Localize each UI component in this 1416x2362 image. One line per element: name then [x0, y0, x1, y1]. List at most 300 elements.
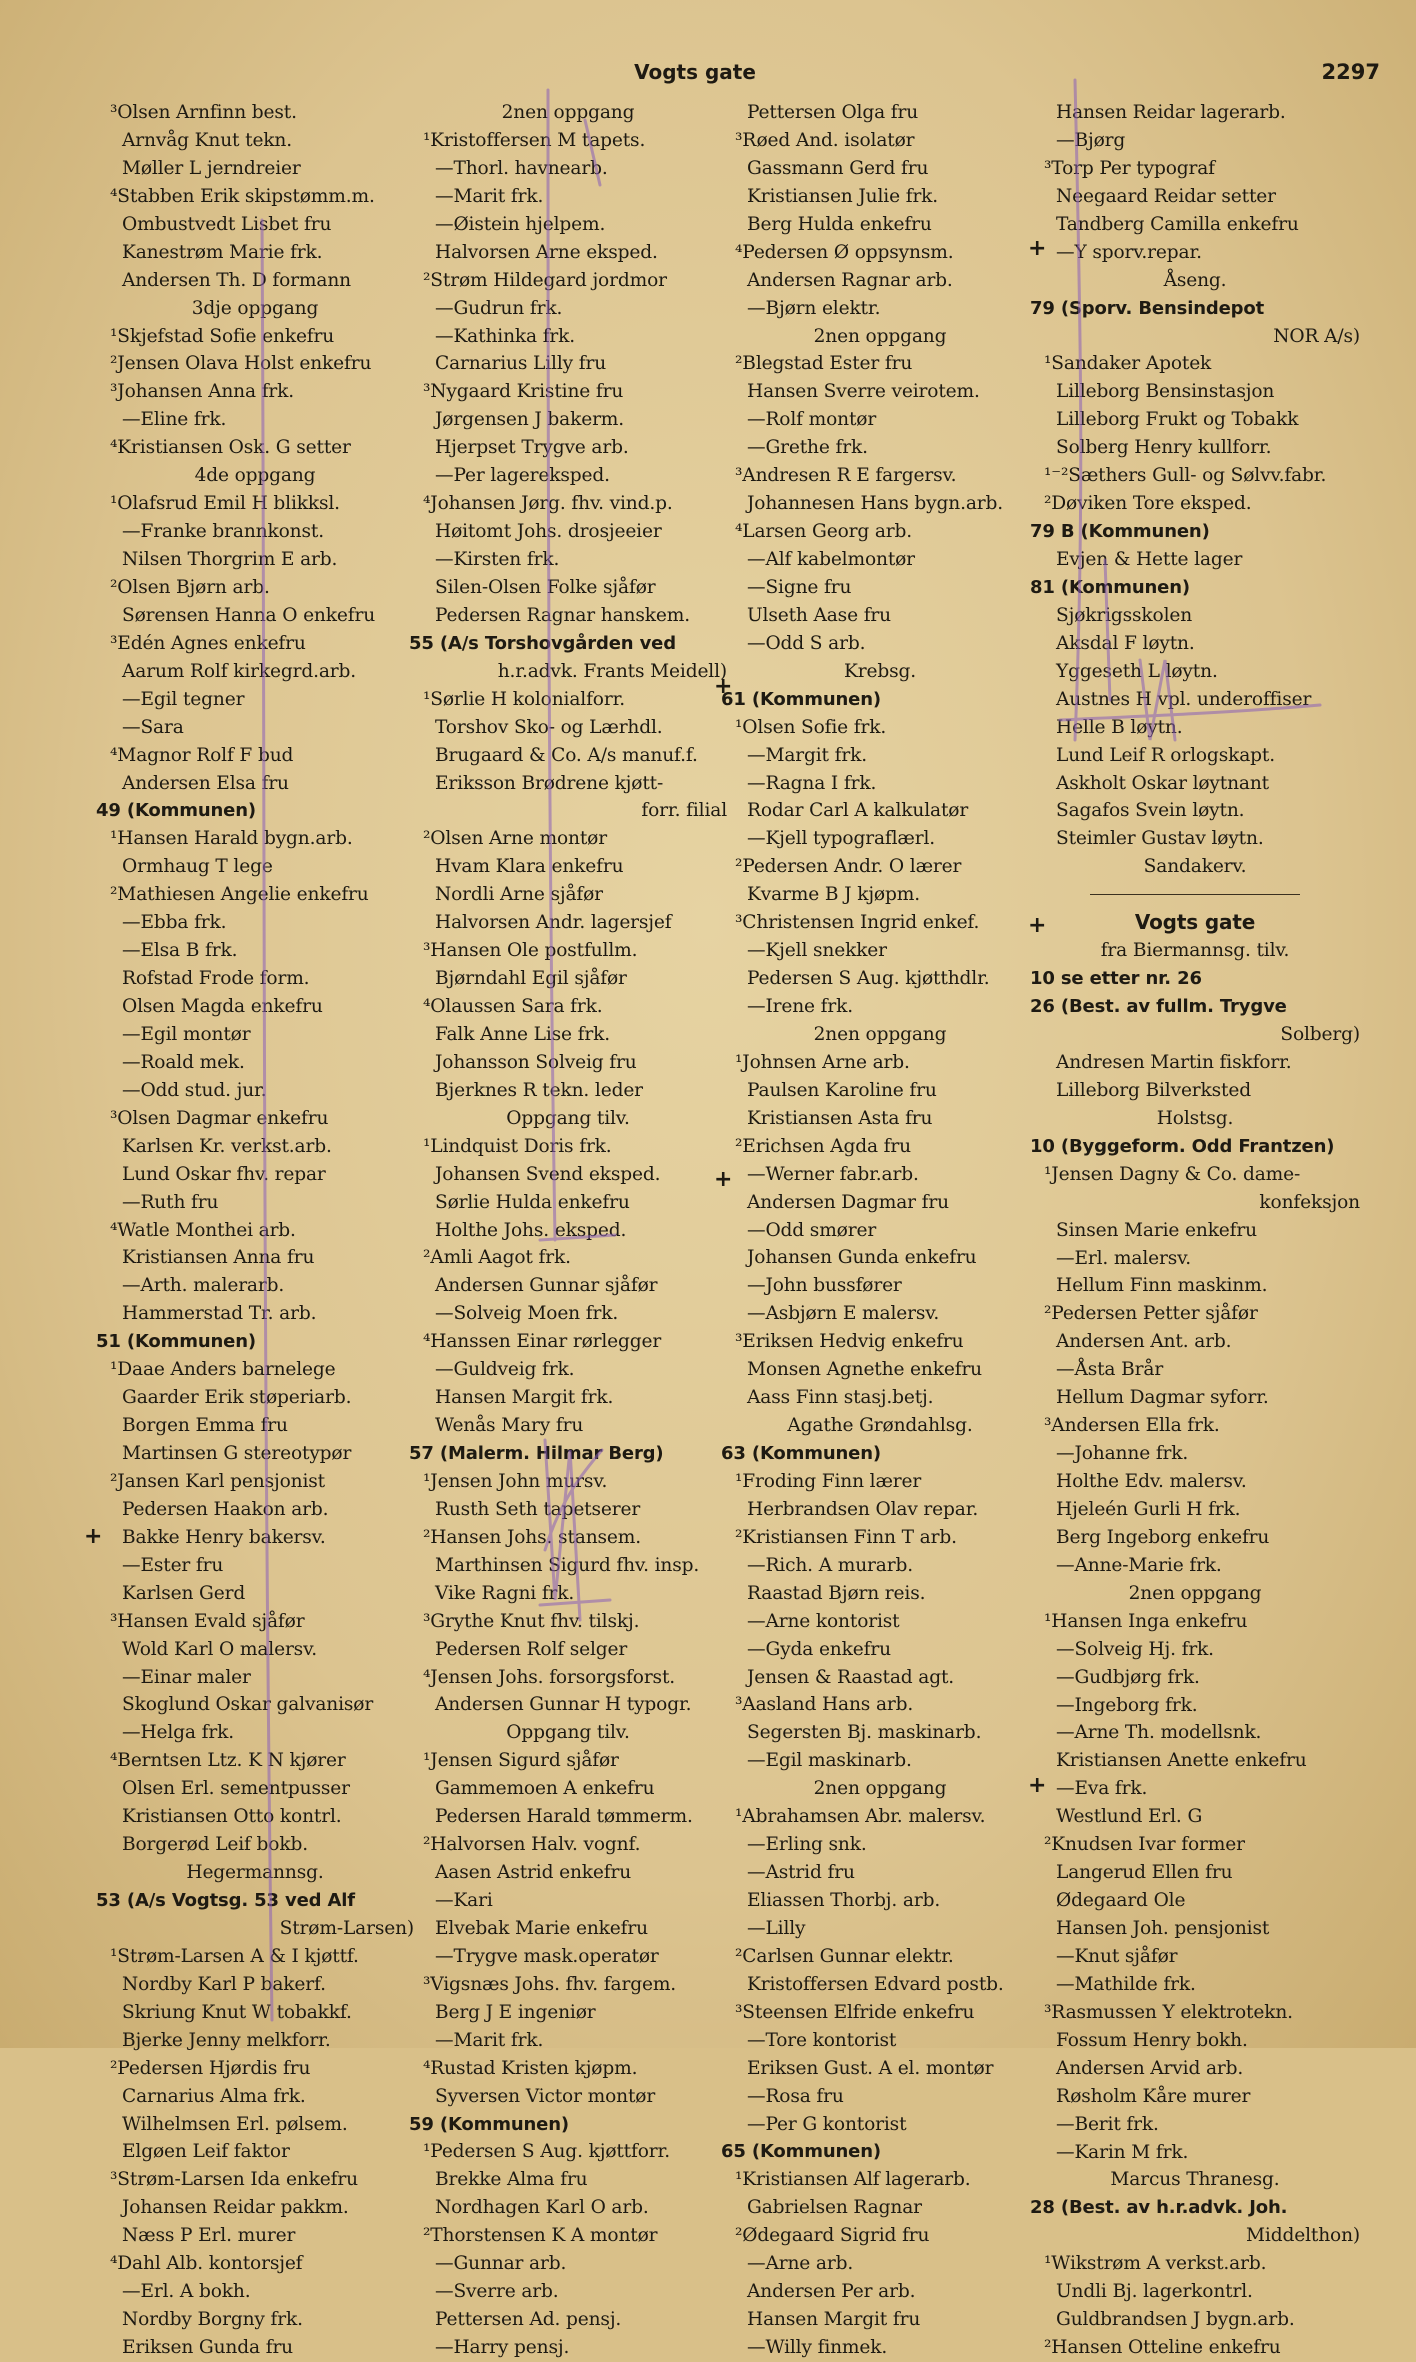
- resident-entry: Gammemoen A enkefru: [435, 1778, 655, 1800]
- resident-entry: ²Jensen Olava Holst enkefru: [110, 353, 372, 375]
- resident-entry: —Elsa B frk.: [122, 940, 238, 962]
- resident-entry: ⁴Larsen Georg arb.: [735, 521, 913, 543]
- resident-entry: —Gyda enkefru: [747, 1638, 891, 1660]
- resident-entry: ²Carlsen Gunnar elektr.: [735, 1945, 954, 1967]
- resident-entry: Johansen Gunda enkefru: [747, 1247, 977, 1269]
- resident-entry: ²Amli Aagot frk.: [423, 1247, 571, 1269]
- resident-entry: ¹Kristiansen Alf lagerarb.: [735, 2169, 971, 2191]
- resident-entry: ¹⁻²Sæthers Gull- og Sølvv.fabr.: [1044, 465, 1327, 487]
- resident-entry: Holthe Johs. eksped.: [435, 1219, 627, 1241]
- resident-entry: Nordby Borgny frk.: [122, 2309, 303, 2331]
- resident-entry: Johansen Svend eksped.: [435, 1163, 661, 1185]
- resident-entry: ³Andresen R E fargersv.: [735, 465, 957, 487]
- resident-entry: ²Døviken Tore eksped.: [1044, 493, 1252, 515]
- resident-entry: Skriung Knut W tobakkf.: [122, 2001, 352, 2023]
- resident-entry: Aarum Rolf kirkegrd.arb.: [122, 660, 357, 682]
- resident-entry: Pedersen S Aug. kjøtthdlr.: [747, 968, 990, 990]
- cross-street-marker: +: [1028, 1773, 1047, 1798]
- resident-entry: Nordli Arne sjåfør: [435, 884, 603, 906]
- resident-entry: —Margit frk.: [747, 744, 867, 766]
- resident-entry: ³Eriksen Hedvig enkefru: [735, 1331, 964, 1353]
- building-number-entry: 65 (Kommunen): [721, 2141, 881, 2163]
- resident-entry: Hansen Joh. pensjonist: [1056, 1918, 1270, 1939]
- resident-entry: ³Edén Agnes enkefru: [110, 632, 306, 654]
- resident-entry: —Odd S arb.: [747, 632, 866, 654]
- resident-entry: Langerud Ellen fru: [1056, 1862, 1233, 1884]
- building-number-entry: 61 (Kommunen): [721, 688, 881, 710]
- resident-entry: ¹Olafsrud Emil H blikksl.: [110, 493, 340, 515]
- entry-continuation: konfeksjon: [1259, 1191, 1360, 1213]
- cross-street-marker: +: [714, 674, 733, 699]
- resident-entry: —Arne arb.: [747, 2253, 854, 2275]
- resident-entry: —Kari: [435, 1890, 493, 1911]
- resident-entry: —Irene frk.: [747, 996, 854, 1017]
- resident-entry: Marthinsen Sigurd fhv. insp.: [435, 1554, 700, 1576]
- resident-entry: ²Pedersen Andr. O lærer: [735, 856, 962, 878]
- resident-entry: Yggeseth L løytn.: [1056, 660, 1218, 682]
- resident-entry: —Solveig Hj. frk.: [1056, 1638, 1214, 1660]
- resident-entry: ¹Abrahamsen Abr. malersv.: [735, 1806, 986, 1828]
- resident-entry: —Werner fabr.arb.: [747, 1163, 919, 1185]
- resident-entry: Lund Oskar fhv. repar: [122, 1163, 326, 1185]
- resident-entry: ²Hansen Otteline enkefru: [1044, 2337, 1281, 2359]
- resident-entry: Sagafos Svein løytn.: [1056, 800, 1245, 822]
- resident-entry: Berg Hulda enkefru: [747, 213, 932, 235]
- resident-entry: Pedersen Ragnar hanskem.: [435, 604, 690, 626]
- building-number-entry: 49 (Kommunen): [96, 800, 256, 822]
- resident-entry: —Thorl. havnearb.: [435, 157, 608, 179]
- resident-entry: Wold Karl O malersv.: [122, 1638, 317, 1660]
- resident-entry: Lund Leif R orlogskapt.: [1056, 744, 1275, 766]
- resident-entry: Hansen Reidar lagerarb.: [1056, 102, 1286, 123]
- resident-entry: Kristiansen Asta fru: [747, 1107, 933, 1129]
- resident-entry: Andersen Ant. arb.: [1056, 1331, 1232, 1353]
- resident-entry: Andersen Gunnar H typogr.: [435, 1694, 692, 1716]
- building-number-entry: 51 (Kommunen): [96, 1331, 256, 1353]
- resident-entry: —Åsta Brår: [1056, 1359, 1164, 1381]
- resident-entry: —Odd smører: [747, 1219, 877, 1241]
- resident-entry: Segersten Bj. maskinarb.: [747, 1722, 982, 1744]
- resident-entry: ³Steensen Elfride enkefru: [735, 2001, 975, 2023]
- resident-entry: —Ragna I frk.: [747, 772, 877, 794]
- resident-entry: Karlsen Gerd: [122, 1582, 246, 1604]
- resident-entry: ²Pedersen Petter sjåfør: [1044, 1303, 1258, 1325]
- resident-entry: ¹Daae Anders barnelege: [110, 1359, 336, 1381]
- resident-entry: —Johanne frk.: [1056, 1443, 1189, 1465]
- resident-entry: Pedersen Haakon arb.: [122, 1498, 329, 1520]
- resident-entry: Monsen Agnethe enkefru: [747, 1359, 983, 1381]
- resident-entry: ⁴Watle Monthei arb.: [110, 1219, 296, 1241]
- resident-entry: ³Hansen Ole postfullm.: [423, 940, 638, 962]
- entry-continuation: Solberg): [1280, 1024, 1360, 1045]
- resident-entry: Westlund Erl. G: [1056, 1806, 1203, 1828]
- stairway-or-crossstreet: fra Biermannsg. tilv.: [1100, 940, 1290, 962]
- resident-entry: Gabrielsen Ragnar: [747, 2197, 922, 2219]
- resident-entry: —Sara: [122, 716, 184, 738]
- resident-entry: —Roald mek.: [122, 1051, 245, 1073]
- stairway-or-crossstreet: 2nen oppgang: [813, 1023, 947, 1045]
- resident-entry: Hjerpset Trygve arb.: [435, 437, 629, 459]
- resident-entry: —Lilly: [747, 1917, 806, 1939]
- resident-entry: ⁴Olaussen Sara frk.: [423, 996, 603, 1017]
- resident-entry: Halvorsen Andr. lagersjef: [435, 912, 672, 934]
- resident-entry: —Øistein hjelpem.: [435, 213, 606, 235]
- resident-entry: ²Pedersen Hjørdis fru: [110, 2057, 311, 2079]
- resident-entry: ²Mathiesen Angelie enkefru: [110, 884, 369, 906]
- section-title: Vogts gate: [1134, 910, 1256, 935]
- resident-entry: Rodar Carl A kalkulatør: [747, 800, 969, 822]
- building-number-entry: 59 (Kommunen): [409, 2113, 569, 2135]
- resident-entry: Halvorsen Arne eksped.: [435, 241, 658, 263]
- resident-entry: —Erl. malersv.: [1056, 1247, 1192, 1269]
- resident-entry: ³Aasland Hans arb.: [735, 1694, 914, 1716]
- resident-entry: —Arne kontorist: [747, 1610, 900, 1632]
- resident-entry: —Karin M frk.: [1056, 2141, 1189, 2163]
- stairway-or-crossstreet: Hegermannsg.: [186, 1862, 324, 1884]
- resident-entry: —Solveig Moen frk.: [435, 1303, 619, 1325]
- resident-entry: —Knut sjåfør: [1056, 1945, 1178, 1967]
- resident-entry: —Ester fru: [122, 1554, 224, 1576]
- resident-entry: —Bjørg: [1056, 129, 1126, 151]
- resident-entry: ³Johansen Anna frk.: [110, 381, 295, 403]
- resident-entry: Bakke Henry bakersv.: [122, 1526, 326, 1548]
- resident-entry: ⁴Stabben Erik skipstømm.m.: [110, 185, 375, 207]
- resident-entry: —Rolf montør: [747, 409, 877, 431]
- resident-entry: Kristiansen Julie frk.: [747, 185, 939, 207]
- resident-entry: Berg Ingeborg enkefru: [1056, 1526, 1270, 1548]
- resident-entry: —Per G kontorist: [747, 2113, 907, 2135]
- resident-entry: —Tore kontorist: [747, 2029, 897, 2051]
- resident-entry: Fossum Henry bokh.: [1056, 2029, 1248, 2051]
- resident-entry: Ormhaug T lege: [122, 856, 273, 878]
- resident-entry: —Guldveig frk.: [435, 1359, 575, 1381]
- resident-entry: Nilsen Thorgrim E arb.: [122, 549, 338, 570]
- resident-entry: Carnarius Lilly fru: [435, 353, 607, 375]
- resident-entry: —Ingeborg frk.: [1056, 1694, 1198, 1716]
- resident-entry: Brekke Alma fru: [435, 2169, 588, 2191]
- resident-entry: —Rich. A murarb.: [747, 1554, 913, 1576]
- resident-entry: ¹Pedersen S Aug. kjøttforr.: [423, 2141, 670, 2163]
- stairway-or-crossstreet: 2nen oppgang: [501, 102, 635, 123]
- building-number-entry: 53 (A/s Vogtsg. 53 ved Alf: [96, 1890, 355, 1911]
- resident-entry: Ombustvedt Lisbet fru: [122, 213, 332, 235]
- resident-entry: Bjørndahl Egil sjåfør: [435, 968, 627, 990]
- resident-entry: Helle B løytn.: [1056, 716, 1183, 738]
- resident-entry: ²Blegstad Ester fru: [735, 353, 913, 375]
- resident-entry: ¹Johnsen Arne arb.: [735, 1051, 910, 1073]
- resident-entry: —Egil maskinarb.: [747, 1750, 912, 1772]
- resident-entry: —Ebba frk.: [122, 912, 227, 934]
- resident-entry: ⁴Pedersen Ø oppsynsm.: [735, 241, 954, 263]
- resident-entry: Pettersen Ad. pensj.: [435, 2309, 622, 2331]
- resident-entry: Paulsen Karoline fru: [747, 1079, 937, 1101]
- resident-entry: Aasen Astrid enkefru: [435, 1862, 632, 1884]
- resident-entry: Berg J E ingeniør: [435, 2001, 596, 2023]
- resident-entry: —Helga frk.: [122, 1722, 234, 1744]
- resident-entry: Sørensen Hanna O enkefru: [122, 604, 376, 626]
- resident-entry: Hjeleén Gurli H frk.: [1056, 1498, 1241, 1520]
- resident-entry: ¹Jensen Sigurd sjåfør: [423, 1750, 619, 1772]
- resident-entry: Nordby Karl P bakerf.: [122, 1973, 326, 1995]
- resident-entry: ¹Wikstrøm A verkst.arb.: [1044, 2253, 1267, 2275]
- resident-entry: —Asbjørn E malersv.: [747, 1303, 940, 1325]
- resident-entry: Jensen & Raastad agt.: [747, 1666, 955, 1688]
- resident-entry: Kristiansen Anette enkefru: [1056, 1750, 1307, 1772]
- resident-entry: ³Røed And. isolatør: [735, 129, 915, 151]
- building-number-entry: 63 (Kommunen): [721, 1443, 881, 1464]
- resident-entry: Rofstad Frode form.: [122, 968, 310, 990]
- resident-entry: ⁴Magnor Rolf F bud: [110, 744, 294, 766]
- resident-entry: Aksdal F løytn.: [1056, 632, 1195, 654]
- building-number-entry: 10 se etter nr. 26: [1030, 968, 1202, 990]
- resident-entry: Tandberg Camilla enkefru: [1056, 213, 1299, 235]
- resident-entry: ¹Kristoffersen M tapets.: [423, 129, 646, 151]
- resident-entry: ²Thorstensen K A montør: [423, 2225, 658, 2247]
- resident-entry: ¹Froding Finn lærer: [735, 1470, 922, 1492]
- building-number-entry: 79 (Sporv. Bensindepot: [1030, 297, 1265, 319]
- resident-entry: —Signe fru: [747, 576, 852, 598]
- resident-entry: Olsen Erl. sementpusser: [122, 1778, 350, 1800]
- resident-entry: ²Olsen Arne montør: [423, 828, 607, 850]
- resident-entry: —Grethe frk.: [747, 437, 868, 459]
- stairway-or-crossstreet: 2nen oppgang: [813, 1778, 947, 1800]
- resident-entry: Eriksson Brødrene kjøtt-: [435, 772, 664, 794]
- resident-entry: Herbrandsen Olav repar.: [747, 1498, 979, 1520]
- resident-entry: Rusth Seth tapetserer: [435, 1498, 641, 1520]
- resident-entry: ³Vigsnæs Johs. fhv. fargem.: [423, 1973, 677, 1995]
- stairway-or-crossstreet: Oppgang tilv.: [506, 1722, 630, 1744]
- stairway-or-crossstreet: Sandakerv.: [1143, 856, 1247, 878]
- resident-entry: ²Jansen Karl pensjonist: [110, 1470, 325, 1492]
- resident-entry: Torshov Sko- og Lærhdl.: [435, 716, 663, 738]
- resident-entry: Andersen Dagmar fru: [747, 1191, 949, 1213]
- resident-entry: Guldbrandsen J bygn.arb.: [1056, 2309, 1295, 2331]
- entry-continuation: NOR A/s): [1273, 325, 1360, 347]
- resident-entry: Hansen Margit frk.: [435, 1387, 614, 1409]
- resident-entry: Andersen Gunnar sjåfør: [435, 1275, 658, 1297]
- resident-entry: —Eline frk.: [122, 409, 227, 431]
- resident-entry: Olsen Magda enkefru: [122, 996, 323, 1017]
- resident-entry: Hansen Margit fru: [747, 2309, 921, 2331]
- resident-entry: —Kjell typograflærl.: [747, 828, 936, 850]
- resident-entry: —Sverre arb.: [435, 2281, 559, 2303]
- resident-entry: —Franke brannkonst.: [122, 521, 324, 543]
- resident-entry: —Harry pensj.: [435, 2337, 570, 2358]
- resident-entry: —Y sporv.repar.: [1056, 241, 1202, 263]
- resident-entry: Borgerød Leif bokb.: [122, 1834, 308, 1856]
- resident-entry: ³Olsen Dagmar enkefru: [110, 1107, 329, 1129]
- resident-entry: Gaarder Erik støperiarb.: [122, 1387, 352, 1409]
- resident-entry: Falk Anne Lise frk.: [435, 1023, 610, 1045]
- resident-entry: ³Rasmussen Y elektrotekn.: [1044, 2001, 1293, 2023]
- resident-entry: —Arth. malerarb.: [122, 1275, 285, 1297]
- stairway-or-crossstreet: Marcus Thranesg.: [1110, 2169, 1280, 2191]
- resident-entry: —Gudbjørg frk.: [1056, 1666, 1200, 1688]
- resident-entry: —Egil tegner: [122, 688, 245, 710]
- resident-entry: ²Kristiansen Finn T arb.: [735, 1526, 957, 1548]
- resident-entry: Andersen Th. D formann: [122, 269, 351, 291]
- resident-entry: ¹Olsen Sofie frk.: [735, 716, 887, 738]
- resident-entry: ³Olsen Arnfinn best.: [110, 102, 297, 123]
- resident-entry: ⁴Berntsen Ltz. K N kjører: [110, 1750, 346, 1772]
- resident-entry: Vike Ragni frk.: [435, 1582, 575, 1604]
- resident-entry: Næss P Erl. murer: [122, 2225, 296, 2247]
- resident-entry: ¹Lindquist Doris frk.: [423, 1135, 612, 1157]
- resident-entry: Kristiansen Anna fru: [122, 1247, 315, 1269]
- stairway-or-crossstreet: Åseng.: [1163, 269, 1227, 291]
- resident-entry: Wilhelmsen Erl. pølsem.: [122, 2113, 348, 2135]
- resident-entry: Johansson Solveig fru: [435, 1051, 637, 1073]
- resident-entry: Evjen & Hette lager: [1056, 549, 1243, 570]
- resident-entry: Sørlie Hulda enkefru: [435, 1191, 630, 1213]
- resident-entry: Eriksen Gunda fru: [122, 2337, 294, 2358]
- page-header-title: Vogts gate: [634, 60, 756, 84]
- resident-entry: Aass Finn stasj.betj.: [747, 1387, 934, 1409]
- resident-entry: —Einar maler: [122, 1666, 251, 1688]
- resident-entry: ²Strøm Hildegard jordmor: [423, 269, 667, 291]
- resident-entry: Silen-Olsen Folke sjåfør: [435, 576, 656, 598]
- resident-entry: Bjerknes R tekn. leder: [435, 1079, 643, 1101]
- resident-entry: Borgen Emma fru: [122, 1415, 288, 1437]
- resident-entry: Sinsen Marie enkefru: [1056, 1219, 1257, 1241]
- resident-entry: —Mathilde frk.: [1056, 1973, 1196, 1995]
- resident-entry: ³Grythe Knut fhv. tilskj.: [423, 1610, 640, 1632]
- resident-entry: —Alf kabelmontør: [747, 549, 915, 570]
- resident-entry: —Egil montør: [122, 1023, 251, 1045]
- cross-street-marker: +: [84, 1524, 103, 1549]
- resident-entry: —Berit frk.: [1056, 2113, 1159, 2135]
- resident-entry: Martinsen G stereotypør: [122, 1443, 352, 1464]
- building-number-entry: 79 B (Kommunen): [1030, 521, 1210, 543]
- resident-entry: ³Andersen Ella frk.: [1044, 1415, 1220, 1437]
- resident-entry: Kristoffersen Edvard postb.: [747, 1973, 1004, 1995]
- resident-entry: Undli Bj. lagerkontrl.: [1056, 2281, 1253, 2303]
- resident-entry: Brugaard & Co. A/s manuf.f.: [435, 744, 698, 766]
- resident-entry: Hellum Finn maskinm.: [1056, 1275, 1268, 1297]
- resident-entry: ⁴Hanssen Einar rørlegger: [423, 1331, 662, 1353]
- resident-entry: ²Erichsen Agda fru: [735, 1135, 911, 1157]
- resident-entry: Eliassen Thorbj. arb.: [747, 1890, 941, 1911]
- building-number-entry: 55 (A/s Torshovgården ved: [409, 632, 676, 654]
- resident-entry: ²Olsen Bjørn arb.: [110, 576, 270, 598]
- resident-entry: Skoglund Oskar galvanisør: [122, 1694, 374, 1716]
- resident-entry: Pedersen Harald tømmerm.: [435, 1806, 693, 1828]
- resident-entry: Hellum Dagmar syforr.: [1056, 1387, 1269, 1409]
- resident-entry: —Anne-Marie frk.: [1056, 1554, 1222, 1576]
- resident-entry: ⁴Kristiansen Osk. G setter: [110, 437, 351, 459]
- resident-entry: Karlsen Kr. verkst.arb.: [122, 1135, 332, 1157]
- resident-entry: ¹Hansen Harald bygn.arb.: [110, 828, 353, 850]
- resident-entry: ⁴Johansen Jørg. fhv. vind.p.: [423, 493, 673, 515]
- resident-entry: ⁴Jensen Johs. forsorgsforst.: [423, 1666, 676, 1688]
- entry-continuation: Strøm-Larsen): [279, 1917, 414, 1939]
- resident-entry: ¹Strøm-Larsen A & I kjøttf.: [110, 1945, 359, 1967]
- resident-entry: —Gudrun frk.: [435, 297, 563, 319]
- resident-entry: Johannesen Hans bygn.arb.: [747, 493, 1004, 515]
- resident-entry: Carnarius Alma frk.: [122, 2085, 306, 2107]
- resident-entry: Røsholm Kåre murer: [1056, 2085, 1251, 2107]
- resident-entry: Andersen Ragnar arb.: [747, 269, 953, 291]
- entry-continuation: h.r.advk. Frants Meidell): [497, 660, 727, 682]
- resident-entry: —Marit frk.: [435, 2029, 544, 2051]
- resident-entry: Arnvåg Knut tekn.: [122, 129, 292, 151]
- resident-entry: ²Knudsen Ivar former: [1044, 1834, 1245, 1856]
- building-number-entry: 10 (Byggeform. Odd Frantzen): [1030, 1135, 1335, 1157]
- resident-entry: —Kathinka frk.: [435, 325, 576, 347]
- resident-entry: Gassmann Gerd fru: [747, 157, 929, 179]
- resident-entry: Austnes H vpl. underoffiser: [1056, 688, 1312, 710]
- resident-entry: —Rosa fru: [747, 2085, 844, 2107]
- resident-entry: —Marit frk.: [435, 185, 544, 207]
- resident-entry: Elvebak Marie enkefru: [435, 1917, 648, 1939]
- stairway-or-crossstreet: Holstsg.: [1156, 1107, 1234, 1129]
- resident-entry: ²Ødegaard Sigrid fru: [735, 2225, 930, 2247]
- building-number-entry: 26 (Best. av fullm. Trygve: [1030, 996, 1287, 1018]
- resident-entry: Andersen Elsa fru: [122, 772, 289, 794]
- resident-entry: Raastad Bjørn reis.: [747, 1582, 926, 1604]
- stairway-or-crossstreet: 2nen oppgang: [1128, 1582, 1262, 1604]
- resident-entry: Askholt Oskar løytnant: [1056, 772, 1269, 794]
- resident-entry: Solberg Henry kullforr.: [1056, 437, 1272, 459]
- stairway-or-crossstreet: 2nen oppgang: [813, 325, 947, 347]
- resident-entry: Høitomt Johs. drosjeeier: [435, 521, 662, 543]
- resident-entry: —Odd stud. jur.: [122, 1079, 267, 1101]
- resident-entry: —Per lagereksped.: [435, 465, 610, 487]
- resident-entry: Pedersen Rolf selger: [435, 1638, 628, 1660]
- resident-entry: Bjerke Jenny melkforr.: [122, 2029, 331, 2051]
- resident-entry: —Kjell snekker: [747, 940, 887, 962]
- resident-entry: Kanestrøm Marie frk.: [122, 241, 323, 263]
- resident-entry: ³Christensen Ingrid enkef.: [735, 912, 980, 934]
- resident-entry: Andersen Arvid arb.: [1056, 2057, 1244, 2079]
- resident-entry: —John bussfører: [747, 1275, 902, 1297]
- resident-entry: Sjøkrigsskolen: [1056, 604, 1193, 626]
- resident-entry: ¹Hansen Inga enkefru: [1044, 1610, 1248, 1632]
- resident-entry: —Erling snk.: [747, 1834, 867, 1856]
- page-number: 2297: [1321, 60, 1380, 84]
- resident-entry: —Bjørn elektr.: [747, 297, 881, 319]
- stairway-or-crossstreet: 3dje oppgang: [191, 297, 319, 319]
- resident-entry: Johansen Reidar pakkm.: [122, 2197, 349, 2219]
- resident-entry: —Arne Th. modellsnk.: [1056, 1722, 1262, 1744]
- resident-entry: Kristiansen Otto kontrl.: [122, 1806, 342, 1828]
- stairway-or-crossstreet: 4de oppgang: [194, 465, 316, 487]
- resident-entry: Ulseth Aase fru: [747, 604, 891, 626]
- resident-entry: ¹Jensen Dagny & Co. dame-: [1044, 1163, 1301, 1185]
- entry-continuation: Middelthon): [1246, 2225, 1360, 2247]
- resident-entry: —Astrid fru: [747, 1862, 855, 1884]
- building-number-entry: 81 (Kommunen): [1030, 576, 1190, 598]
- resident-entry: —Eva frk.: [1056, 1778, 1148, 1800]
- resident-entry: Lilleborg Frukt og Tobakk: [1056, 409, 1299, 431]
- resident-entry: ³Torp Per typograf: [1044, 157, 1215, 179]
- cross-street-marker: +: [714, 1167, 733, 1192]
- resident-entry: ³Strøm-Larsen Ida enkefru: [110, 2169, 358, 2191]
- cross-street-marker: +: [1028, 913, 1047, 938]
- building-number-entry: 28 (Best. av h.r.advk. Joh.: [1030, 2197, 1288, 2219]
- resident-entry: Pettersen Olga fru: [747, 102, 919, 123]
- resident-entry: Neegaard Reidar setter: [1056, 185, 1276, 207]
- resident-entry: Syversen Victor montør: [435, 2085, 656, 2107]
- resident-entry: —Willy finmek.: [747, 2337, 888, 2358]
- resident-entry: Hansen Sverre veirotem.: [747, 381, 980, 403]
- resident-entry: Lilleborg Bensinstasjon: [1056, 381, 1275, 403]
- building-number-entry: 57 (Malerm. Hilmar Berg): [409, 1443, 664, 1464]
- resident-entry: ¹Skjefstad Sofie enkefru: [110, 325, 335, 347]
- resident-entry: Lilleborg Bilverksted: [1056, 1079, 1251, 1101]
- resident-entry: —Gunnar arb.: [435, 2253, 567, 2275]
- resident-entry: Møller L jerndreier: [122, 157, 301, 179]
